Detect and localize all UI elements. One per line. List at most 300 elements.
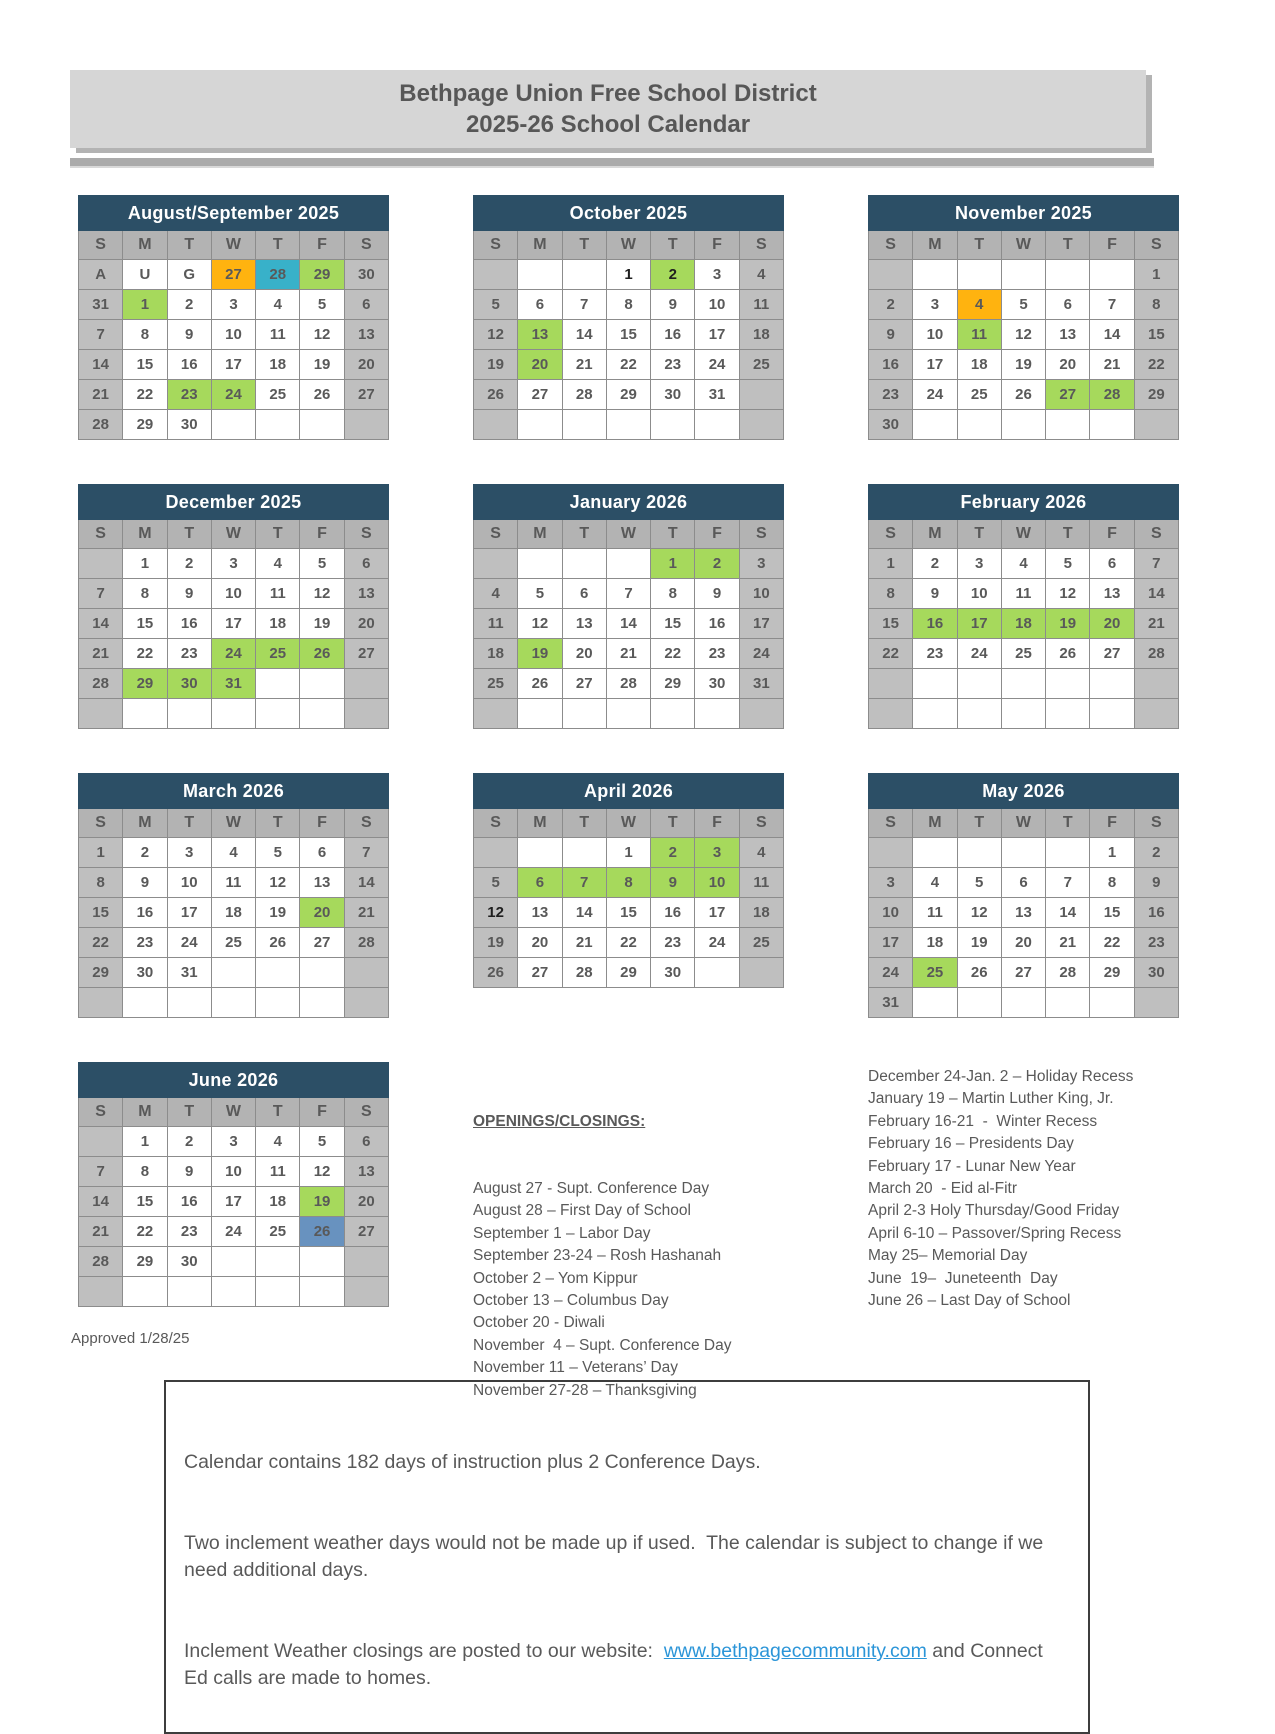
day-cell: 2 <box>123 838 167 868</box>
day-cell: 17 <box>211 350 255 380</box>
day-cell <box>695 699 739 729</box>
event-item: October 13 – Columbus Day <box>473 1292 669 1310</box>
day-cell: 14 <box>1134 579 1178 609</box>
month-calendar <box>473 484 784 729</box>
weekday-header: S <box>344 809 388 838</box>
day-cell: 28 <box>344 928 388 958</box>
day-cell: 28 <box>562 380 606 410</box>
day-cell: 5 <box>518 579 562 609</box>
day-cell: 27 <box>562 669 606 699</box>
day-cell <box>474 260 518 290</box>
day-cell: 18 <box>739 898 783 928</box>
day-cell <box>913 838 957 868</box>
day-cell: 7 <box>1134 549 1178 579</box>
day-cell: 19 <box>1001 350 1045 380</box>
day-cell: 12 <box>957 898 1001 928</box>
notice-line-3 <box>184 1638 1070 1692</box>
day-cell: 3 <box>167 838 211 868</box>
weekday-header: S <box>1134 231 1178 260</box>
district-title: Bethpage Union Free School District <box>399 80 817 107</box>
day-cell: 24 <box>211 1217 255 1247</box>
day-cell: 4 <box>256 1127 300 1157</box>
day-cell: 1 <box>1134 260 1178 290</box>
day-cell <box>562 838 606 868</box>
events-heading: OPENINGS/CLOSINGS: <box>473 1112 646 1130</box>
day-cell: 26 <box>957 958 1001 988</box>
weekday-header: T <box>256 1098 300 1127</box>
day-cell <box>344 410 388 440</box>
day-cell: 16 <box>869 350 913 380</box>
day-cell: 2 <box>167 290 211 320</box>
day-cell: 17 <box>695 898 739 928</box>
day-cell <box>1134 669 1178 699</box>
day-cell <box>651 410 695 440</box>
weekday-header: W <box>1001 231 1045 260</box>
notice-line-3-prefix: Inclement Weather closings are posted to our website: <box>184 1640 664 1662</box>
day-cell: 3 <box>913 290 957 320</box>
day-cell: 23 <box>167 380 211 410</box>
day-cell <box>344 958 388 988</box>
day-cell: 27 <box>344 1217 388 1247</box>
event-item: December 24-Jan. 2 – Holiday Recess <box>868 1068 1134 1085</box>
day-cell: 13 <box>344 320 388 350</box>
day-cell: 12 <box>1046 579 1090 609</box>
day-cell: 30 <box>651 380 695 410</box>
day-cell: 12 <box>300 320 344 350</box>
day-cell: 23 <box>869 380 913 410</box>
day-cell: 21 <box>1090 350 1134 380</box>
weekday-header: S <box>79 520 123 549</box>
day-cell: 8 <box>606 868 650 898</box>
day-cell: 3 <box>957 549 1001 579</box>
day-cell <box>1046 699 1090 729</box>
month-calendar <box>868 484 1179 729</box>
day-cell: 29 <box>651 669 695 699</box>
day-cell: 3 <box>739 549 783 579</box>
day-cell: 23 <box>695 639 739 669</box>
day-cell: 13 <box>300 868 344 898</box>
day-cell: 25 <box>474 669 518 699</box>
day-cell <box>1090 260 1134 290</box>
day-cell: 23 <box>167 1217 211 1247</box>
day-cell: 6 <box>518 868 562 898</box>
day-cell <box>474 549 518 579</box>
day-cell <box>344 1277 388 1307</box>
weekday-header: T <box>167 809 211 838</box>
weekday-header: T <box>562 231 606 260</box>
weekday-header: T <box>562 809 606 838</box>
day-cell <box>256 669 300 699</box>
month-title: April 2026 <box>474 774 784 809</box>
event-item: October 20 - Diwali <box>473 1314 605 1332</box>
day-cell: 24 <box>167 928 211 958</box>
day-cell: 18 <box>474 639 518 669</box>
day-cell <box>300 410 344 440</box>
day-cell: 29 <box>123 1247 167 1277</box>
day-cell <box>562 549 606 579</box>
notice-line-2: Two inclement weather days would not be made up if used. The calendar is subject to change if we need additional days. <box>184 1532 1049 1581</box>
day-cell: 19 <box>474 350 518 380</box>
day-cell: 14 <box>606 609 650 639</box>
day-cell: 18 <box>1001 609 1045 639</box>
weekday-header: W <box>1001 809 1045 838</box>
day-cell: 9 <box>869 320 913 350</box>
day-cell: 8 <box>869 579 913 609</box>
day-cell <box>211 1277 255 1307</box>
day-cell: 6 <box>1046 290 1090 320</box>
document-header <box>70 70 1146 148</box>
weekday-header: F <box>695 520 739 549</box>
day-cell: 4 <box>256 290 300 320</box>
day-cell: 20 <box>344 350 388 380</box>
day-cell: 29 <box>1134 380 1178 410</box>
day-cell <box>518 410 562 440</box>
day-cell: 13 <box>344 579 388 609</box>
day-cell <box>562 699 606 729</box>
day-cell: 19 <box>474 928 518 958</box>
day-cell <box>606 410 650 440</box>
day-cell <box>518 549 562 579</box>
day-cell: 22 <box>651 639 695 669</box>
day-cell: 23 <box>913 639 957 669</box>
weekday-header: W <box>1001 520 1045 549</box>
day-cell: 12 <box>518 609 562 639</box>
day-cell: 10 <box>913 320 957 350</box>
day-cell: 20 <box>1046 350 1090 380</box>
day-cell <box>739 380 783 410</box>
weekday-header: F <box>1090 809 1134 838</box>
day-cell: 29 <box>606 958 650 988</box>
weekday-header: S <box>739 809 783 838</box>
day-cell: 28 <box>562 958 606 988</box>
day-cell: 9 <box>167 1157 211 1187</box>
event-item: February 16-21 - Winter Recess <box>868 1112 1098 1130</box>
day-cell: 27 <box>1001 958 1045 988</box>
day-cell: 22 <box>123 639 167 669</box>
weekday-header: S <box>344 231 388 260</box>
day-cell: 1 <box>123 290 167 320</box>
day-cell: 30 <box>167 410 211 440</box>
day-cell: 21 <box>562 928 606 958</box>
month-calendar <box>473 195 784 440</box>
weekday-header: F <box>695 231 739 260</box>
day-cell: 8 <box>123 1157 167 1187</box>
day-cell: 29 <box>1090 958 1134 988</box>
day-cell <box>1001 838 1045 868</box>
day-cell: 25 <box>957 380 1001 410</box>
day-cell <box>913 988 957 1018</box>
day-cell: 15 <box>123 1187 167 1217</box>
day-cell: 10 <box>869 898 913 928</box>
day-cell <box>123 988 167 1018</box>
day-cell <box>79 1277 123 1307</box>
day-cell: 2 <box>695 549 739 579</box>
day-cell: 28 <box>79 1247 123 1277</box>
event-item: November 4 – Supt. Conference Day <box>473 1336 732 1354</box>
month-calendar <box>78 484 389 729</box>
weekday-header: T <box>957 231 1001 260</box>
day-cell <box>300 669 344 699</box>
month-title: January 2026 <box>474 485 784 520</box>
day-cell: A <box>79 260 123 290</box>
day-cell: 15 <box>606 898 650 928</box>
event-item: August 28 – First Day of School <box>473 1202 691 1220</box>
day-cell <box>957 988 1001 1018</box>
day-cell: 26 <box>300 639 344 669</box>
day-cell: 22 <box>123 380 167 410</box>
day-cell: 10 <box>957 579 1001 609</box>
weekday-header: F <box>695 809 739 838</box>
notice-box <box>164 1380 1090 1734</box>
day-cell: 31 <box>869 988 913 1018</box>
day-cell: 5 <box>300 1127 344 1157</box>
day-cell: U <box>123 260 167 290</box>
day-cell: 1 <box>606 260 650 290</box>
day-cell: 9 <box>1134 868 1178 898</box>
month-title: October 2025 <box>474 196 784 231</box>
day-cell <box>211 1247 255 1277</box>
day-cell: 19 <box>518 639 562 669</box>
day-cell: 30 <box>651 958 695 988</box>
day-cell: 10 <box>695 290 739 320</box>
day-cell: 14 <box>1090 320 1134 350</box>
day-cell: 7 <box>1046 868 1090 898</box>
weekday-header: M <box>123 1098 167 1127</box>
day-cell: 1 <box>1090 838 1134 868</box>
day-cell: 27 <box>344 639 388 669</box>
weekday-header: M <box>913 520 957 549</box>
day-cell <box>1001 260 1045 290</box>
day-cell <box>913 410 957 440</box>
day-cell: 10 <box>211 320 255 350</box>
weekday-header: T <box>1046 231 1090 260</box>
day-cell: 24 <box>913 380 957 410</box>
day-cell: 6 <box>344 290 388 320</box>
day-cell: 10 <box>211 579 255 609</box>
day-cell <box>913 699 957 729</box>
weekday-header: W <box>606 520 650 549</box>
weekday-header: S <box>344 1098 388 1127</box>
day-cell <box>474 699 518 729</box>
day-cell: 7 <box>79 320 123 350</box>
day-cell: 4 <box>211 838 255 868</box>
day-cell <box>695 410 739 440</box>
day-cell <box>211 410 255 440</box>
day-cell: 12 <box>256 868 300 898</box>
day-cell: 4 <box>957 290 1001 320</box>
day-cell: 28 <box>1090 380 1134 410</box>
notice-line-3-suffix: and Connect Ed calls are made to homes. <box>184 1640 1049 1689</box>
day-cell: 3 <box>695 838 739 868</box>
day-cell <box>344 1247 388 1277</box>
day-cell: 22 <box>606 928 650 958</box>
day-cell: 11 <box>256 1157 300 1187</box>
day-cell: 25 <box>256 639 300 669</box>
day-cell <box>1134 699 1178 729</box>
month-title: May 2026 <box>869 774 1179 809</box>
day-cell: 19 <box>300 1187 344 1217</box>
day-cell <box>518 838 562 868</box>
day-cell: 7 <box>562 290 606 320</box>
weekday-header: M <box>913 809 957 838</box>
day-cell: 18 <box>739 320 783 350</box>
day-cell <box>695 958 739 988</box>
day-cell: 8 <box>123 579 167 609</box>
day-cell <box>606 549 650 579</box>
day-cell: 25 <box>256 380 300 410</box>
weekday-header: W <box>211 520 255 549</box>
day-cell: 30 <box>167 1247 211 1277</box>
day-cell: 3 <box>211 1127 255 1157</box>
day-cell <box>344 699 388 729</box>
month-title: November 2025 <box>869 196 1179 231</box>
day-cell: 14 <box>562 320 606 350</box>
day-cell: 17 <box>913 350 957 380</box>
day-cell: 30 <box>344 260 388 290</box>
day-cell: 26 <box>300 380 344 410</box>
weekday-header: F <box>300 1098 344 1127</box>
day-cell: 15 <box>123 350 167 380</box>
day-cell: 28 <box>256 260 300 290</box>
day-cell: 21 <box>562 350 606 380</box>
day-cell: 22 <box>1134 350 1178 380</box>
day-cell <box>957 410 1001 440</box>
day-cell: 30 <box>123 958 167 988</box>
day-cell <box>167 1277 211 1307</box>
day-cell: 5 <box>1046 549 1090 579</box>
day-cell: 21 <box>1134 609 1178 639</box>
day-cell <box>123 1277 167 1307</box>
day-cell: 13 <box>562 609 606 639</box>
day-cell: 4 <box>474 579 518 609</box>
weekday-header: S <box>474 520 518 549</box>
weekday-header: T <box>957 809 1001 838</box>
weekday-header: F <box>1090 231 1134 260</box>
day-cell <box>1134 410 1178 440</box>
day-cell: 28 <box>1046 958 1090 988</box>
month-title: February 2026 <box>869 485 1179 520</box>
day-cell <box>1090 988 1134 1018</box>
day-cell: 29 <box>123 669 167 699</box>
weekday-header: T <box>1046 520 1090 549</box>
day-cell: 3 <box>869 868 913 898</box>
day-cell: 29 <box>79 958 123 988</box>
day-cell: 11 <box>256 579 300 609</box>
weekday-header: T <box>651 809 695 838</box>
events-right-column <box>868 1066 1253 1312</box>
day-cell: 25 <box>739 350 783 380</box>
day-cell <box>300 699 344 729</box>
day-cell <box>518 260 562 290</box>
weekday-header: S <box>344 520 388 549</box>
day-cell: 16 <box>167 1187 211 1217</box>
header-divider <box>70 158 1154 166</box>
events-section <box>473 1062 1179 1399</box>
day-cell: 26 <box>1001 380 1045 410</box>
day-cell: 24 <box>957 639 1001 669</box>
weekday-header: S <box>474 809 518 838</box>
day-cell <box>1090 410 1134 440</box>
day-cell: 4 <box>1001 549 1045 579</box>
day-cell: 22 <box>869 639 913 669</box>
day-cell: 8 <box>606 290 650 320</box>
month-calendar <box>868 773 1179 1018</box>
website-link[interactable]: www.bethpagecommunity.com <box>663 1640 927 1662</box>
weekday-header: S <box>739 231 783 260</box>
day-cell: 5 <box>957 868 1001 898</box>
day-cell: 13 <box>1001 898 1045 928</box>
day-cell: 6 <box>344 1127 388 1157</box>
day-cell: 28 <box>606 669 650 699</box>
day-cell: 30 <box>695 669 739 699</box>
day-cell: 10 <box>739 579 783 609</box>
weekday-header: F <box>300 809 344 838</box>
day-cell: 29 <box>300 260 344 290</box>
day-cell <box>79 988 123 1018</box>
day-cell: 18 <box>256 609 300 639</box>
day-cell <box>739 410 783 440</box>
weekday-header: S <box>1134 520 1178 549</box>
day-cell <box>913 260 957 290</box>
day-cell: 16 <box>167 350 211 380</box>
event-item: March 20 - Eid al-Fitr <box>868 1180 1018 1198</box>
day-cell: 3 <box>695 260 739 290</box>
day-cell: 20 <box>518 350 562 380</box>
weekday-header: T <box>957 520 1001 549</box>
day-cell: 3 <box>211 549 255 579</box>
day-cell: 19 <box>300 609 344 639</box>
day-cell <box>211 988 255 1018</box>
day-cell: 2 <box>1134 838 1178 868</box>
day-cell: 20 <box>344 1187 388 1217</box>
day-cell: 1 <box>651 549 695 579</box>
month-calendar <box>78 1062 389 1307</box>
day-cell: 21 <box>79 380 123 410</box>
day-cell: 17 <box>211 1187 255 1217</box>
weekday-header: T <box>651 231 695 260</box>
day-cell: 24 <box>695 928 739 958</box>
day-cell <box>474 410 518 440</box>
day-cell: 16 <box>167 609 211 639</box>
day-cell: 27 <box>1046 380 1090 410</box>
day-cell: 18 <box>211 898 255 928</box>
day-cell: 4 <box>913 868 957 898</box>
day-cell: 16 <box>123 898 167 928</box>
day-cell: 23 <box>167 639 211 669</box>
weekday-header: S <box>869 231 913 260</box>
month-title: March 2026 <box>79 774 389 809</box>
day-cell: 16 <box>695 609 739 639</box>
day-cell <box>957 838 1001 868</box>
day-cell: 15 <box>606 320 650 350</box>
weekday-header: W <box>211 809 255 838</box>
day-cell: 18 <box>913 928 957 958</box>
day-cell: 7 <box>79 579 123 609</box>
day-cell <box>167 988 211 1018</box>
weekday-header: T <box>256 520 300 549</box>
day-cell: 19 <box>1046 609 1090 639</box>
day-cell: 21 <box>79 1217 123 1247</box>
day-cell: 13 <box>518 898 562 928</box>
day-cell: 5 <box>256 838 300 868</box>
day-cell: 13 <box>1046 320 1090 350</box>
day-cell: 2 <box>651 260 695 290</box>
day-cell: 3 <box>211 290 255 320</box>
day-cell: 25 <box>913 958 957 988</box>
day-cell: 4 <box>256 549 300 579</box>
day-cell: 6 <box>344 549 388 579</box>
day-cell: 20 <box>1090 609 1134 639</box>
